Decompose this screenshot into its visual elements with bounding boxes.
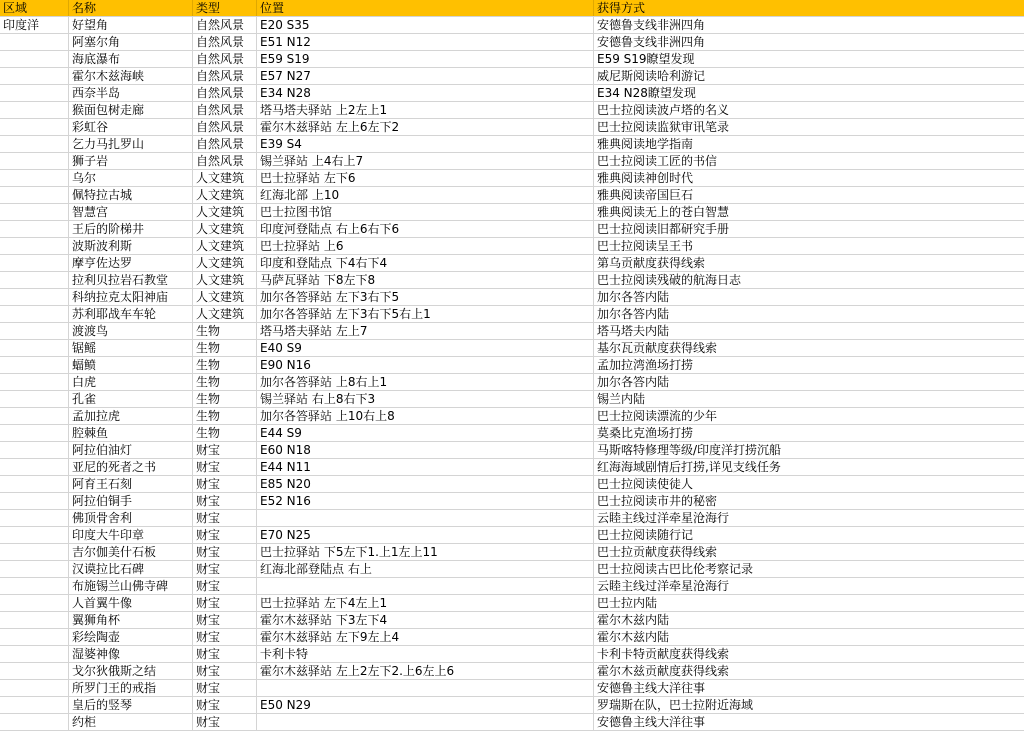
cell-location[interactable]: 印度和登陆点 下4右下4 [257,255,594,271]
cell-location[interactable]: E60 N18 [257,442,594,458]
cell-type[interactable]: 生物 [193,391,257,407]
cell-region[interactable] [0,527,69,543]
cell-method[interactable]: 霍尔木兹内陆 [597,630,670,644]
cell-name[interactable]: 佩特拉古城 [69,187,193,203]
cell-region[interactable]: 印度洋 [0,17,69,33]
cell-region[interactable] [0,561,69,577]
cell-location[interactable] [257,680,594,696]
cell-location[interactable]: 加尔各答驿站 上8右上1 [257,374,594,390]
cell-region[interactable] [0,272,69,288]
cell-name[interactable]: 汉谟拉比石碑 [69,561,193,577]
cell-location[interactable]: 锡兰驿站 右上8右下3 [257,391,594,407]
cell-name[interactable]: 摩亨佐达罗 [69,255,193,271]
cell-region[interactable] [0,51,69,67]
cell-location[interactable]: E39 S4 [257,136,594,152]
table-row [0,561,1024,578]
cell-location[interactable]: 巴士拉驿站 左下4左上1 [257,595,594,611]
cell-region[interactable] [0,323,69,339]
cell-name[interactable]: 渡渡鸟 [69,323,193,339]
cell-method[interactable]: 巴士拉阅读旧都研究手册 [597,222,730,236]
cell-type[interactable]: 财宝 [193,714,257,730]
table-row [0,119,1024,136]
cell-type[interactable]: 人文建筑 [193,306,257,322]
table-row [0,425,1024,442]
cell-method[interactable]: 罗瑞斯在队，巴士拉附近海域 [597,698,754,712]
cell-name[interactable]: 拉利贝拉岩石教堂 [69,272,193,288]
table-row [0,646,1024,663]
table-row [0,289,1024,306]
cell-method[interactable]: 加尔各答内陆 [597,375,670,389]
cell-name[interactable]: 布施锡兰山佛寺碑 [69,578,193,594]
cell-type[interactable]: 人文建筑 [193,255,257,271]
cell-region[interactable] [0,306,69,322]
cell-name[interactable]: 人首翼牛像 [69,595,193,611]
cell-method[interactable]: 安德鲁支线非洲四角 [597,18,706,32]
cell-type[interactable]: 人文建筑 [193,170,257,186]
cell-type[interactable]: 自然风景 [193,119,257,135]
cell-location[interactable]: E85 N20 [257,476,594,492]
cell-name[interactable]: 白虎 [69,374,193,390]
cell-type[interactable]: 自然风景 [193,153,257,169]
cell-region[interactable] [0,680,69,696]
cell-location[interactable]: E40 S9 [257,340,594,356]
cell-name[interactable]: 孔雀 [69,391,193,407]
cell-type[interactable]: 自然风景 [193,34,257,50]
table-row [0,357,1024,374]
cell-name[interactable]: 吉尔伽美什石板 [69,544,193,560]
cell-location[interactable] [257,578,594,594]
cell-region[interactable] [0,255,69,271]
cell-region[interactable] [0,697,69,713]
cell-name[interactable]: 乞力马扎罗山 [69,136,193,152]
cell-type[interactable]: 自然风景 [193,68,257,84]
table-row [0,510,1024,527]
cell-region[interactable] [0,85,69,101]
cell-location[interactable]: 巴士拉驿站 左下6 [257,170,594,186]
table-row [0,493,1024,510]
cell-region[interactable] [0,459,69,475]
cell-name[interactable]: 阿塞尔角 [69,34,193,50]
table-row [0,204,1024,221]
cell-location[interactable]: E44 N11 [257,459,594,475]
cell-location[interactable]: E52 N16 [257,493,594,509]
table-row [0,527,1024,544]
cell-region[interactable] [0,153,69,169]
cell-location[interactable]: E51 N12 [257,34,594,50]
cell-method[interactable]: 巴士拉阅读波卢塔的名义 [597,103,730,117]
cell-region[interactable] [0,663,69,679]
cell-region[interactable] [0,221,69,237]
cell-name[interactable]: 亚尼的死者之书 [69,459,193,475]
cell-location[interactable]: 加尔各答驿站 上10右上8 [257,408,594,424]
cell-method[interactable]: 巴士拉内陆 [597,596,658,610]
cell-method[interactable]: 加尔各答内陆 [597,307,670,321]
cell-type[interactable]: 自然风景 [193,17,257,33]
table-row [0,391,1024,408]
table-row [0,663,1024,680]
cell-region[interactable] [0,357,69,373]
cell-method[interactable]: 雅典阅读帝国巨石 [597,188,694,202]
cell-name[interactable]: 腔棘鱼 [69,425,193,441]
table-row [0,714,1024,731]
cell-name[interactable]: 智慧宫 [69,204,193,220]
cell-location[interactable]: 马萨瓦驿站 下8左下8 [257,272,594,288]
cell-type[interactable]: 人文建筑 [193,187,257,203]
header-name[interactable]: 名称 [69,0,193,16]
cell-location[interactable]: 塔马塔夫驿站 左上7 [257,323,594,339]
cell-method[interactable]: 塔马塔夫内陆 [597,324,670,338]
cell-location[interactable]: 加尔各答驿站 左下3右下5右上1 [257,306,594,322]
cell-name[interactable]: 苏利耶战车车轮 [69,306,193,322]
cell-name[interactable]: 霍尔木兹海峡 [69,68,193,84]
cell-region[interactable] [0,646,69,662]
table-row [0,612,1024,629]
cell-name[interactable]: 翼狮角杯 [69,612,193,628]
cell-region[interactable] [0,425,69,441]
cell-name[interactable]: 戈尔狄俄斯之结 [69,663,193,679]
table-row [0,272,1024,289]
cell-location[interactable]: E50 N29 [257,697,594,713]
cell-type[interactable]: 财宝 [193,527,257,543]
cell-name[interactable]: 印度大牛印章 [69,527,193,543]
table-row [0,238,1024,255]
cell-method[interactable]: 巴士拉阅读随行记 [597,528,694,542]
cell-method[interactable]: 基尔瓦贡献度获得线索 [597,341,718,355]
table-row [0,323,1024,340]
cell-region[interactable] [0,714,69,730]
cell-type[interactable]: 人文建筑 [193,221,257,237]
cell-location[interactable]: 加尔各答驿站 左下3右下5 [257,289,594,305]
cell-name[interactable]: 阿育王石刻 [69,476,193,492]
cell-type[interactable]: 财宝 [193,629,257,645]
header-region[interactable]: 区域 [0,0,69,16]
cell-name[interactable]: 彩绘陶壶 [69,629,193,645]
cell-name[interactable]: 所罗门王的戒指 [69,680,193,696]
cell-type[interactable]: 生物 [193,408,257,424]
cell-type[interactable]: 人文建筑 [193,272,257,288]
cell-location[interactable]: E20 S35 [257,17,594,33]
cell-name[interactable]: 乌尔 [69,170,193,186]
cell-region[interactable] [0,136,69,152]
cell-location[interactable]: 红海北部登陆点 右上 [257,561,594,577]
cell-region[interactable] [0,34,69,50]
cell-method[interactable]: E34 N28瞭望发现 [597,86,696,100]
cell-name[interactable]: 阿拉伯铜手 [69,493,193,509]
cell-name[interactable]: 孟加拉虎 [69,408,193,424]
cell-location[interactable]: E90 N16 [257,357,594,373]
cell-method[interactable]: 巴士拉阅读漂流的少年 [597,409,718,423]
cell-method[interactable]: 巴士拉阅读使徒人 [597,477,694,491]
cell-type[interactable]: 财宝 [193,680,257,696]
cell-location[interactable]: 霍尔木兹驿站 左上2左下2.上6左上6 [257,663,594,679]
cell-region[interactable] [0,374,69,390]
cell-method[interactable]: E59 S19瞭望发现 [597,52,695,66]
cell-location[interactable]: 霍尔木兹驿站 左上6左下2 [257,119,594,135]
table-row [0,17,1024,34]
table-row [0,442,1024,459]
table-row [0,85,1024,102]
cell-method[interactable]: 红海海域剧情后打捞,详见支线任务 [597,460,781,474]
cell-type[interactable]: 生物 [193,374,257,390]
cell-location[interactable]: E57 N27 [257,68,594,84]
cell-method[interactable]: 加尔各答内陆 [597,290,670,304]
cell-type[interactable]: 自然风景 [193,51,257,67]
cell-name[interactable]: 阿拉伯油灯 [69,442,193,458]
cell-region[interactable] [0,476,69,492]
table-row [0,34,1024,51]
cell-name[interactable]: 西奈半岛 [69,85,193,101]
cell-location[interactable]: 巴士拉驿站 上6 [257,238,594,254]
cell-region[interactable] [0,289,69,305]
table-row [0,170,1024,187]
cell-location[interactable]: 印度河登陆点 右上6右下6 [257,221,594,237]
table-row [0,340,1024,357]
table-row [0,255,1024,272]
cell-method[interactable]: 巴士拉阅读市井的秘密 [597,494,718,508]
cell-type[interactable]: 自然风景 [193,136,257,152]
cell-method[interactable]: 云睦主线过洋牵星沧海行 [597,579,730,593]
cell-name[interactable]: 湿婆神像 [69,646,193,662]
cell-name[interactable]: 彩虹谷 [69,119,193,135]
cell-location[interactable]: E44 S9 [257,425,594,441]
cell-type[interactable]: 财宝 [193,612,257,628]
cell-location[interactable]: E59 S19 [257,51,594,67]
cell-type[interactable]: 人文建筑 [193,204,257,220]
table-row [0,578,1024,595]
cell-type[interactable]: 财宝 [193,544,257,560]
cell-name[interactable]: 皇后的竖琴 [69,697,193,713]
cell-method[interactable]: 威尼斯阅读哈利游记 [597,69,706,83]
cell-region[interactable] [0,408,69,424]
cell-location[interactable]: E34 N28 [257,85,594,101]
cell-name[interactable]: 猴面包树走廊 [69,102,193,118]
table-row [0,51,1024,68]
table-row [0,697,1024,714]
cell-name[interactable]: 王后的阶梯井 [69,221,193,237]
table-row [0,374,1024,391]
table-row [0,136,1024,153]
cell-method[interactable]: 雅典阅读神创时代 [597,171,694,185]
cell-method[interactable]: 马斯喀特修理等级/印度洋打捞沉船 [597,443,782,457]
cell-name[interactable]: 锯鳐 [69,340,193,356]
cell-location[interactable] [257,510,594,526]
cell-region[interactable] [0,119,69,135]
cell-name[interactable]: 波斯波利斯 [69,238,193,254]
cell-method[interactable]: 卡利卡特贡献度获得线索 [597,647,730,661]
cell-region[interactable] [0,170,69,186]
cell-method[interactable]: 霍尔木兹贡献度获得线索 [597,664,730,678]
cell-region[interactable] [0,612,69,628]
cell-method[interactable]: 巴士拉阅读呈王书 [597,239,694,253]
cell-type[interactable]: 人文建筑 [193,238,257,254]
cell-method[interactable]: 巴士拉阅读古巴比伦考察记录 [597,562,754,576]
cell-region[interactable] [0,204,69,220]
cell-region[interactable] [0,510,69,526]
cell-location[interactable]: 巴士拉图书馆 [257,204,594,220]
header-type[interactable]: 类型 [193,0,257,16]
cell-region[interactable] [0,493,69,509]
cell-type[interactable]: 财宝 [193,697,257,713]
cell-location[interactable]: E70 N25 [257,527,594,543]
cell-method[interactable]: 第乌贡献度获得线索 [597,256,706,270]
cell-type[interactable]: 财宝 [193,476,257,492]
cell-type[interactable]: 自然风景 [193,102,257,118]
cell-region[interactable] [0,187,69,203]
cell-location[interactable] [257,714,594,730]
cell-method[interactable]: 安德鲁主线大洋往事 [597,681,706,695]
cell-type[interactable]: 财宝 [193,646,257,662]
header-method[interactable]: 获得方式 [597,1,646,15]
cell-type[interactable]: 生物 [193,340,257,356]
cell-type[interactable]: 生物 [193,425,257,441]
cell-method[interactable]: 巴士拉贡献度获得线索 [597,545,718,559]
cell-location[interactable]: 塔马塔夫驿站 上2左上1 [257,102,594,118]
header-row [0,0,1024,17]
cell-name[interactable]: 蝠鲼 [69,357,193,373]
cell-method[interactable]: 巴士拉阅读工匠的书信 [597,154,718,168]
cell-name[interactable]: 海底瀑布 [69,51,193,67]
cell-method[interactable]: 霍尔木兹内陆 [597,613,670,627]
cell-location[interactable]: 巴士拉驿站 下5左下1.上1左上11 [257,544,594,560]
cell-region[interactable] [0,629,69,645]
cell-region[interactable] [0,238,69,254]
cell-type[interactable]: 财宝 [193,459,257,475]
table-row [0,680,1024,697]
cell-method[interactable]: 安德鲁主线大洋往事 [597,715,706,729]
cell-name[interactable]: 好望角 [69,17,193,33]
cell-method[interactable]: 巴士拉阅读监狱审讯笔录 [597,120,730,134]
cell-location[interactable]: 卡利卡特 [257,646,594,662]
cell-type[interactable]: 生物 [193,357,257,373]
cell-location[interactable]: 霍尔木兹驿站 左下9左上4 [257,629,594,645]
cell-name[interactable]: 约柜 [69,714,193,730]
cell-type[interactable]: 生物 [193,323,257,339]
table-row [0,153,1024,170]
table-row [0,306,1024,323]
table-row [0,544,1024,561]
cell-method[interactable]: 云睦主线过洋牵星沧海行 [597,511,730,525]
table-row [0,187,1024,204]
table-row [0,459,1024,476]
table-row [0,221,1024,238]
cell-location[interactable]: 霍尔木兹驿站 下3左下4 [257,612,594,628]
cell-method[interactable]: 雅典阅读无上的苍白智慧 [597,205,730,219]
cell-region[interactable] [0,595,69,611]
cell-method[interactable]: 安德鲁支线非洲四角 [597,35,706,49]
cell-type[interactable]: 人文建筑 [193,289,257,305]
table-row [0,476,1024,493]
cell-type[interactable]: 财宝 [193,493,257,509]
cell-name[interactable]: 科纳拉克太阳神庙 [69,289,193,305]
cell-location[interactable]: 锡兰驿站 上4右上7 [257,153,594,169]
cell-region[interactable] [0,102,69,118]
cell-region[interactable] [0,340,69,356]
cell-type[interactable]: 财宝 [193,578,257,594]
cell-region[interactable] [0,578,69,594]
cell-name[interactable]: 佛顶骨舍利 [69,510,193,526]
cell-method[interactable]: 锡兰内陆 [597,392,646,406]
table-row [0,629,1024,646]
table-row [0,595,1024,612]
cell-type[interactable]: 财宝 [193,442,257,458]
table-row [0,102,1024,119]
cell-type[interactable]: 财宝 [193,663,257,679]
cell-region[interactable] [0,68,69,84]
cell-method[interactable]: 莫桑比克渔场打捞 [597,426,694,440]
cell-location[interactable]: 红海北部 上10 [257,187,594,203]
header-location[interactable]: 位置 [257,0,594,16]
cell-type[interactable]: 自然风景 [193,85,257,101]
cell-method[interactable]: 巴士拉阅读残破的航海日志 [597,273,742,287]
cell-type[interactable]: 财宝 [193,595,257,611]
table-row [0,408,1024,425]
cell-type[interactable]: 财宝 [193,510,257,526]
cell-region[interactable] [0,391,69,407]
cell-name[interactable]: 狮子岩 [69,153,193,169]
cell-method[interactable]: 孟加拉湾渔场打捞 [597,358,694,372]
cell-region[interactable] [0,544,69,560]
table-row [0,68,1024,85]
cell-type[interactable]: 财宝 [193,561,257,577]
cell-method[interactable]: 雅典阅读地学指南 [597,137,694,151]
cell-region[interactable] [0,442,69,458]
